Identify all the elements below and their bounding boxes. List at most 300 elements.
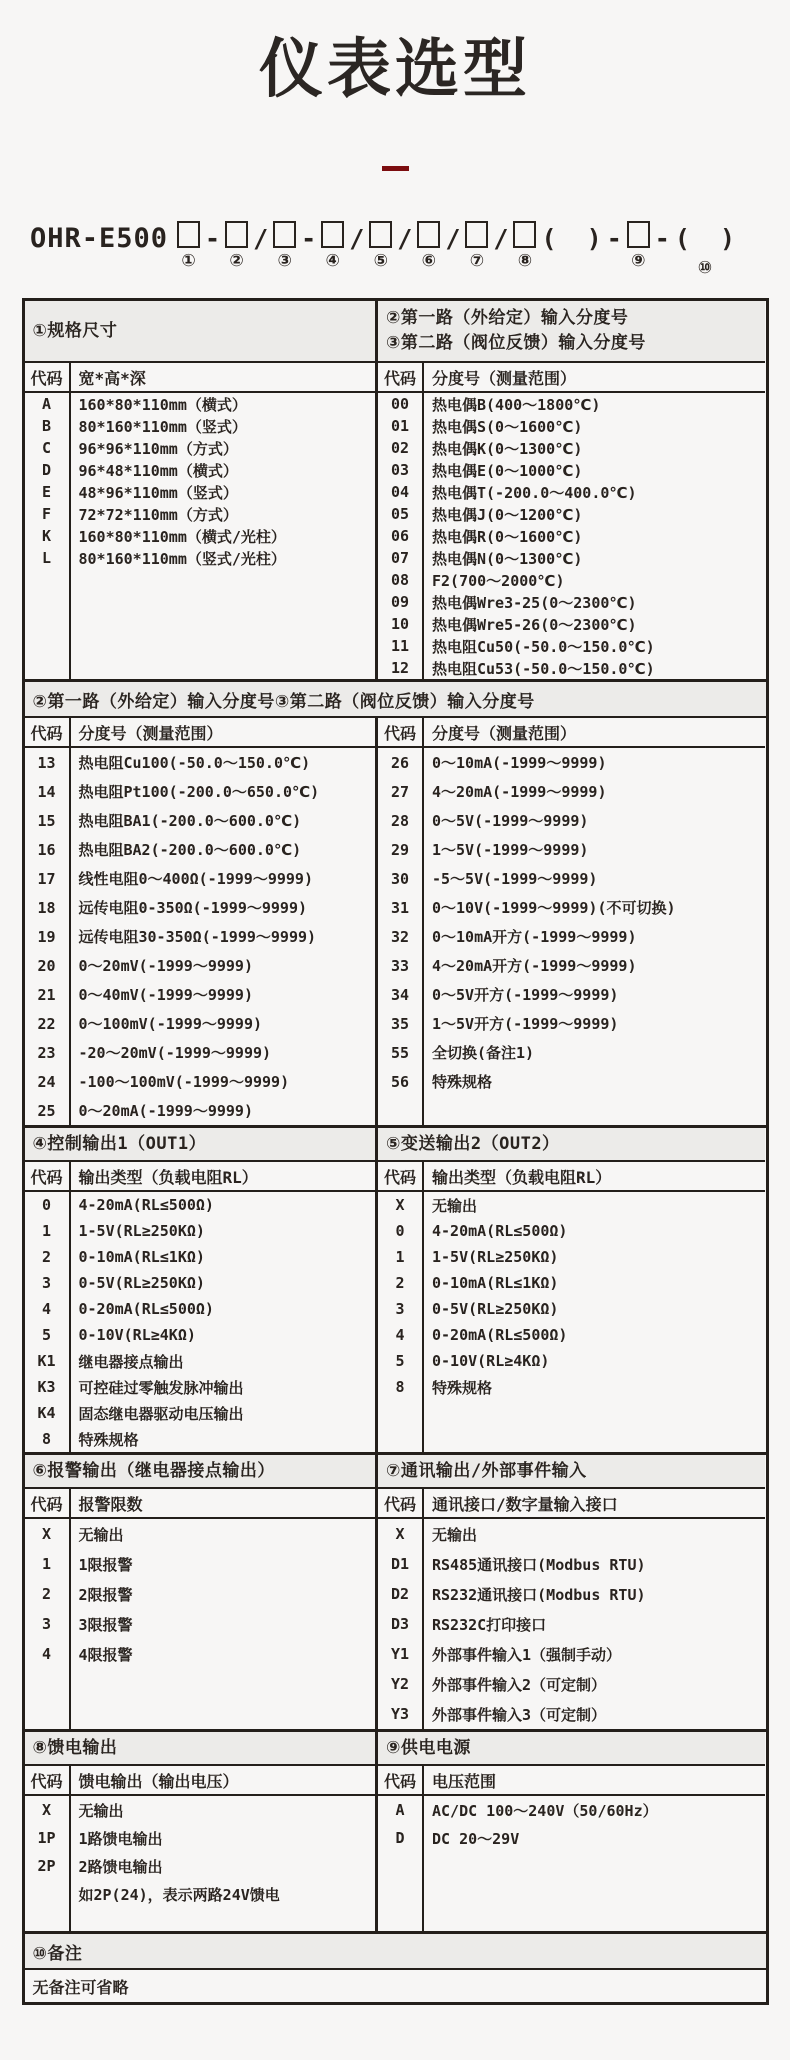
description-column-header: 分度号（测量范围） — [78, 723, 223, 743]
desc-cell: 全切换(备注1) — [431, 1044, 535, 1062]
desc-cell: 72*72*110mm（方式） — [78, 505, 238, 524]
section-half — [25, 1732, 375, 1931]
section-half — [375, 301, 766, 679]
desc-cell: 热电偶Wre3-25(0～2300℃) — [431, 593, 637, 612]
desc-cell: 80*160*110mm（竖式/光柱） — [78, 549, 286, 568]
section-half — [25, 301, 375, 679]
section-title-line: ②第一路（外给定）输入分度号 — [385, 308, 629, 329]
code-cell: 08 — [390, 571, 410, 589]
code-column-header: 代码 — [25, 363, 71, 391]
desc-cell: 继电器接点输出 — [78, 1352, 184, 1371]
position-number: ② — [229, 251, 244, 271]
code-cell: 18 — [37, 898, 56, 917]
model-separator — [349, 221, 364, 282]
desc-cell: 0～20mV(-1999～9999) — [78, 957, 253, 975]
description-column — [71, 1796, 375, 1931]
code-cell: 3 — [41, 1274, 52, 1292]
code-box — [225, 221, 248, 248]
section-columns — [25, 1128, 766, 1452]
code-cell: 02 — [390, 439, 410, 457]
desc-cell: 160*80*110mm（横式） — [78, 395, 247, 414]
model-code-box — [417, 221, 440, 275]
desc-cell: 96*48*110mm（横式） — [78, 461, 238, 480]
code-column-header: 代码 — [378, 1162, 424, 1190]
section-half — [375, 1455, 766, 1729]
code-box — [513, 221, 536, 248]
code-column — [378, 393, 424, 679]
code-cell: X — [41, 1525, 52, 1543]
code-column-header: 代码 — [378, 1766, 424, 1794]
description-column — [71, 393, 375, 679]
code-cell: A — [395, 1801, 405, 1819]
desc-cell: 0-10V(RL≥4KΩ) — [431, 1352, 550, 1370]
code-column — [25, 393, 71, 679]
code-cell: L — [41, 549, 52, 567]
code-column-header: 代码 — [378, 363, 424, 391]
desc-cell: 热电偶Wre5-26(0～2300℃) — [431, 615, 637, 634]
section-title-line: ⑤变送输出2（OUT2） — [385, 1133, 560, 1154]
code-cell: 4 — [395, 1326, 405, 1344]
code-cell: 22 — [37, 1014, 56, 1033]
code-cell: 5 — [41, 1326, 52, 1344]
desc-cell: 2路馈电输出 — [78, 1857, 163, 1876]
code-cell: K1 — [37, 1352, 56, 1370]
code-cell: 34 — [390, 985, 410, 1004]
desc-cell: 3限报警 — [78, 1615, 133, 1634]
position-number: ⑨ — [631, 251, 646, 271]
code-cell: 20 — [37, 956, 56, 975]
desc-cell: 无输出 — [78, 1801, 124, 1820]
model-prefix — [30, 221, 172, 282]
code-column-header: 代码 — [25, 1766, 71, 1794]
desc-cell: 外部事件输入3（可定制） — [431, 1705, 607, 1724]
model-code-box — [321, 221, 344, 275]
description-column — [71, 748, 375, 1125]
desc-cell: 热电偶T(-200.0～400.0℃) — [431, 483, 637, 502]
description-column-header: 输出类型（负载电阻RL） — [78, 1167, 258, 1187]
desc-cell: 4～20mA开方(-1999～9999) — [431, 957, 637, 975]
column-header-row — [378, 363, 766, 393]
code-cell: 16 — [37, 840, 56, 859]
code-cell: 2P — [37, 1857, 56, 1875]
model-code-box — [513, 221, 536, 275]
code-cell: 3 — [395, 1300, 405, 1318]
code-box — [465, 221, 488, 248]
code-cell: 2 — [395, 1274, 405, 1292]
section-title: ⑩备注 — [25, 1934, 766, 1970]
description-column-header: 输出类型（负载电阻RL） — [431, 1167, 612, 1187]
desc-cell: 外部事件输入2（可定制） — [431, 1675, 607, 1694]
desc-cell: 0～100mV(-1999～9999) — [78, 1015, 263, 1033]
desc-cell: 4～20mA(-1999～9999) — [431, 783, 607, 801]
section-title — [25, 301, 375, 363]
section-half — [375, 718, 766, 1125]
code-cell: 12 — [390, 659, 410, 677]
code-cell: 04 — [390, 483, 410, 501]
desc-cell: 0～10mA(-1999～9999) — [431, 754, 607, 772]
code-cell: 06 — [390, 527, 410, 545]
desc-cell: 热电偶K(0～1300℃) — [431, 439, 583, 458]
code-text: OHR-E500 — [30, 222, 169, 254]
desc-cell: 0-5V(RL≥250KΩ) — [78, 1274, 205, 1292]
desc-cell: 热电偶N(0～1300℃) — [431, 549, 583, 568]
desc-cell: 热电偶B(400～1800℃) — [431, 395, 601, 414]
desc-cell: 4-20mA(RL≤500Ω) — [78, 1196, 214, 1214]
desc-cell: RS232通讯接口(Modbus RTU) — [431, 1585, 646, 1604]
section-title-line: ④控制输出1（OUT1） — [32, 1133, 207, 1154]
code-cell: 07 — [390, 549, 410, 567]
code-cell: 24 — [37, 1072, 56, 1091]
desc-cell: 1～5V(-1999～9999) — [431, 841, 589, 859]
desc-cell: 热电阻Pt100(-200.0～650.0℃) — [78, 783, 320, 801]
code-cell: 8 — [395, 1378, 405, 1396]
code-cell: D — [395, 1829, 405, 1847]
desc-cell: 热电偶J(0～1200℃) — [431, 505, 583, 524]
description-column-header: 电压范围 — [431, 1771, 496, 1791]
section-columns — [25, 1455, 766, 1729]
column-header-row — [25, 718, 375, 748]
desc-cell: 2限报警 — [78, 1585, 133, 1604]
section-title-line: ⑦通讯输出/外部事件输入 — [385, 1460, 587, 1481]
description-column-header: 通讯接口/数字量输入接口 — [431, 1494, 618, 1514]
code-box — [321, 221, 344, 248]
code-text: ( ) — [674, 223, 736, 253]
code-box — [627, 221, 650, 248]
table-body — [378, 1519, 766, 1729]
desc-cell: 可控硅过零触发脉冲输出 — [78, 1378, 244, 1397]
code-text: / — [493, 223, 509, 253]
code-box — [273, 221, 296, 248]
desc-cell: 热电偶S(0～1600℃) — [431, 417, 583, 436]
table-section — [25, 1125, 766, 1452]
section-half — [25, 718, 375, 1125]
code-cell: 33 — [390, 956, 410, 975]
model-code-box — [225, 221, 248, 275]
page-title: 仪表选型 — [259, 33, 531, 107]
desc-cell: RS232C打印接口 — [431, 1615, 547, 1634]
section-title — [25, 1732, 375, 1766]
desc-cell: 0～40mV(-1999～9999) — [78, 986, 253, 1004]
section-title — [25, 1455, 375, 1489]
column-header-row — [378, 718, 766, 748]
desc-cell: 0-5V(RL≥250KΩ) — [431, 1300, 559, 1318]
position-number: ③ — [277, 251, 292, 271]
code-cell: 27 — [390, 782, 410, 801]
desc-cell: 特殊规格 — [431, 1378, 492, 1397]
desc-cell: 热电阻Cu100(-50.0～150.0℃) — [78, 754, 311, 772]
code-cell: 09 — [390, 593, 410, 611]
code-box — [369, 221, 392, 248]
position-number: ⑧ — [517, 251, 533, 271]
code-cell: 11 — [390, 637, 410, 655]
description-column — [424, 1192, 766, 1452]
section-title-line: ⑥报警输出（继电器接点输出） — [32, 1460, 275, 1481]
section-title-line: ⑧馈电输出 — [32, 1737, 118, 1758]
section-columns — [25, 301, 766, 679]
table-body — [25, 1519, 375, 1729]
code-cell: 4 — [41, 1645, 52, 1663]
code-cell: 1 — [41, 1222, 52, 1240]
code-cell: X — [395, 1525, 405, 1543]
code-cell: 28 — [390, 811, 410, 830]
code-cell: D3 — [390, 1615, 410, 1633]
code-cell: K4 — [37, 1404, 56, 1422]
model-separator — [541, 221, 601, 282]
code-cell: 0 — [41, 1196, 52, 1214]
desc-cell: 热电阻BA2(-200.0～600.0℃) — [78, 841, 302, 859]
desc-cell: 无输出 — [78, 1525, 124, 1544]
code-column — [25, 1519, 71, 1729]
desc-cell: RS485通讯接口(Modbus RTU) — [431, 1555, 646, 1574]
model-code-box — [177, 221, 200, 275]
code-box — [417, 221, 440, 248]
desc-cell: 160*80*110mm（横式/光柱） — [78, 527, 286, 546]
model-separator — [445, 221, 460, 282]
code-cell: 55 — [390, 1043, 410, 1062]
desc-cell: 热电阻Cu53(-50.0～150.0℃) — [431, 659, 655, 678]
section-title — [378, 1732, 766, 1766]
code-cell: 1P — [37, 1829, 56, 1847]
model-separator — [493, 221, 508, 282]
section-title — [25, 1128, 375, 1162]
column-header-row — [25, 363, 375, 393]
code-cell: 03 — [390, 461, 410, 479]
code-column — [25, 748, 71, 1125]
model-code-box — [465, 221, 488, 275]
code-cell: 19 — [37, 927, 56, 946]
section-title-line: ③第二路（阀位反馈）输入分度号 — [385, 333, 646, 353]
table-section — [25, 1931, 766, 2002]
desc-cell: 线性电阻0～400Ω(-1999～9999) — [78, 870, 313, 888]
code-text: - — [301, 223, 317, 253]
desc-cell: 0-10mA(RL≤1KΩ) — [431, 1274, 559, 1292]
desc-cell: 1～5V开方(-1999～9999) — [431, 1015, 619, 1033]
desc-cell: 4-20mA(RL≤500Ω) — [431, 1222, 568, 1240]
code-cell: Y1 — [390, 1645, 410, 1663]
code-text: - — [205, 223, 221, 253]
desc-cell: DC 20～29V — [431, 1829, 520, 1848]
model-separator — [607, 221, 622, 282]
code-cell: 31 — [390, 898, 410, 917]
code-column-header: 代码 — [25, 718, 71, 746]
description-column-header: 宽*高*深 — [78, 368, 146, 388]
table-body — [25, 393, 375, 679]
desc-cell: 96*96*110mm（方式） — [78, 439, 238, 458]
code-cell: F — [41, 505, 52, 523]
model-code-box — [627, 221, 650, 275]
code-cell: 14 — [37, 782, 56, 801]
section-title — [378, 1455, 766, 1489]
desc-cell: 0～5V(-1999～9999) — [431, 812, 589, 830]
table-body — [25, 748, 375, 1125]
desc-cell: 0～20mA(-1999～9999) — [78, 1102, 253, 1120]
code-cell: 32 — [390, 927, 410, 946]
code-cell: Y3 — [390, 1705, 410, 1723]
section-title: ②第一路（外给定）输入分度号③第二路（阀位反馈）输入分度号 — [25, 682, 766, 718]
desc-cell: 远传电阻0-350Ω(-1999～9999) — [78, 899, 308, 917]
code-cell: 35 — [390, 1014, 410, 1033]
desc-cell: 远传电阻30-350Ω(-1999～9999) — [78, 928, 317, 946]
table-section — [25, 1452, 766, 1729]
table-section — [25, 301, 766, 679]
code-cell: 3 — [41, 1615, 52, 1633]
code-cell: K — [41, 527, 52, 545]
model-separator — [301, 221, 316, 282]
code-cell: 29 — [390, 840, 410, 859]
desc-cell: 0-10V(RL≥4KΩ) — [78, 1326, 196, 1344]
code-column — [378, 748, 424, 1125]
code-cell: 56 — [390, 1072, 410, 1091]
desc-cell: -5～5V(-1999～9999) — [431, 870, 598, 888]
column-header-row — [378, 1766, 766, 1796]
code-cell: Y2 — [390, 1675, 410, 1693]
model-code-line — [30, 221, 790, 282]
desc-cell: 0～10V(-1999～9999)(不可切换) — [431, 899, 676, 917]
desc-cell: 80*160*110mm（竖式） — [78, 417, 247, 436]
code-text: / — [253, 223, 269, 253]
code-column-header: 代码 — [25, 1489, 71, 1517]
section-title — [378, 1128, 766, 1162]
model-separator — [205, 221, 220, 282]
table-body — [378, 1796, 766, 1931]
code-cell: 13 — [37, 753, 56, 772]
note-text: 无备注可省略 — [32, 1977, 129, 1997]
desc-cell: 48*96*110mm（竖式） — [78, 483, 238, 502]
code-cell: A — [41, 395, 52, 413]
column-header-row — [25, 1489, 375, 1519]
description-column-header: 馈电输出（输出电压） — [78, 1771, 239, 1791]
code-box — [177, 221, 200, 248]
desc-cell: 无输出 — [431, 1196, 477, 1215]
position-number: ⑤ — [373, 251, 388, 271]
desc-cell: -20～20mV(-1999～9999) — [78, 1044, 272, 1062]
code-cell: 2 — [41, 1585, 52, 1603]
code-text: - — [654, 223, 670, 253]
desc-cell: 热电阻Cu50(-50.0～150.0℃) — [431, 637, 655, 656]
description-column — [424, 1519, 766, 1729]
code-cell: B — [41, 417, 52, 435]
position-number: ⑦ — [469, 251, 485, 271]
section-half — [25, 1128, 375, 1452]
desc-cell: 0-20mA(RL≤500Ω) — [431, 1326, 568, 1344]
desc-cell: 1-5V(RL≥250KΩ) — [431, 1248, 559, 1266]
section-columns — [25, 1732, 766, 1931]
desc-cell: 1-5V(RL≥250KΩ) — [78, 1222, 205, 1240]
code-cell: X — [41, 1801, 52, 1819]
table-body — [378, 393, 766, 679]
code-column — [25, 1796, 71, 1931]
desc-cell: 无输出 — [431, 1525, 477, 1544]
table-section — [25, 679, 766, 1125]
code-column — [378, 1192, 424, 1452]
desc-cell: 特殊规格 — [78, 1430, 139, 1449]
code-cell: 17 — [37, 869, 56, 888]
section-columns — [25, 718, 766, 1125]
description-column — [424, 748, 766, 1125]
code-cell: 30 — [390, 869, 410, 888]
column-header-row — [378, 1489, 766, 1519]
code-cell: 1 — [41, 1555, 52, 1573]
code-cell: 4 — [41, 1300, 52, 1318]
code-cell: 25 — [37, 1101, 56, 1120]
desc-cell: 特殊规格 — [431, 1073, 492, 1091]
code-cell: 01 — [390, 417, 410, 435]
section-title-line: ⑨供电电源 — [385, 1737, 471, 1758]
desc-cell: 1限报警 — [78, 1555, 133, 1574]
description-column-header: 报警限数 — [78, 1494, 143, 1514]
code-text: ( ) — [541, 223, 602, 253]
desc-cell: 0～10mA开方(-1999～9999) — [431, 928, 637, 946]
section-title — [378, 301, 766, 363]
code-cell: 2 — [41, 1248, 52, 1266]
code-column-header: 代码 — [378, 718, 424, 746]
column-header-row — [378, 1162, 766, 1192]
desc-cell: F2(700～2000℃) — [431, 571, 565, 590]
code-column — [378, 1519, 424, 1729]
section-half — [375, 1732, 766, 1931]
description-column — [71, 1519, 375, 1729]
desc-cell: 如2P(24)，表示两路24V馈电 — [78, 1885, 280, 1904]
code-column-header: 代码 — [378, 1489, 424, 1517]
model-separator — [655, 221, 670, 282]
desc-cell: AC/DC 100～240V（50/60Hz） — [431, 1801, 658, 1820]
desc-cell: 4限报警 — [78, 1645, 133, 1664]
table-body — [378, 748, 766, 1125]
model-code-box — [273, 221, 296, 275]
code-text: - — [606, 223, 622, 253]
desc-cell: 0～5V开方(-1999～9999) — [431, 986, 619, 1004]
code-column-header: 代码 — [25, 1162, 71, 1190]
model-separator — [675, 221, 735, 282]
code-cell: 21 — [37, 985, 56, 1004]
position-number: ① — [181, 251, 196, 271]
code-cell: D1 — [390, 1555, 410, 1573]
table-body — [378, 1192, 766, 1452]
position-number: ⑥ — [421, 251, 437, 271]
desc-cell: 热电偶E(0～1000℃) — [431, 461, 583, 480]
desc-cell: -100～100mV(-1999～9999) — [78, 1073, 290, 1091]
code-text: / — [445, 223, 461, 253]
code-cell: 5 — [395, 1352, 405, 1370]
description-column — [71, 1192, 375, 1452]
section-half — [375, 1128, 766, 1452]
desc-cell: 1路馈电输出 — [78, 1829, 163, 1848]
table-body — [25, 1192, 375, 1452]
model-separator — [253, 221, 268, 282]
model-code-box — [369, 221, 392, 275]
section-half — [25, 1455, 375, 1729]
description-column-header: 分度号（测量范围） — [431, 723, 576, 743]
code-cell: K3 — [37, 1378, 56, 1396]
code-cell: D2 — [390, 1585, 410, 1603]
code-cell: 8 — [41, 1430, 52, 1448]
desc-cell: 热电阻BA1(-200.0～600.0℃) — [78, 812, 302, 830]
description-column — [424, 1796, 766, 1931]
description-column-header: 分度号（测量范围） — [431, 368, 576, 388]
model-separator — [397, 221, 412, 282]
code-column — [25, 1192, 71, 1452]
code-column — [378, 1796, 424, 1931]
code-cell: X — [395, 1196, 405, 1214]
desc-cell: 热电偶R(0～1600℃) — [431, 527, 583, 546]
column-header-row — [25, 1162, 375, 1192]
code-cell: 1 — [395, 1248, 405, 1266]
position-number: ④ — [325, 251, 340, 271]
table-body — [25, 1796, 375, 1931]
code-cell: E — [41, 483, 52, 501]
title-underline — [382, 166, 409, 171]
section-title-line: ①规格尺寸 — [32, 320, 118, 341]
